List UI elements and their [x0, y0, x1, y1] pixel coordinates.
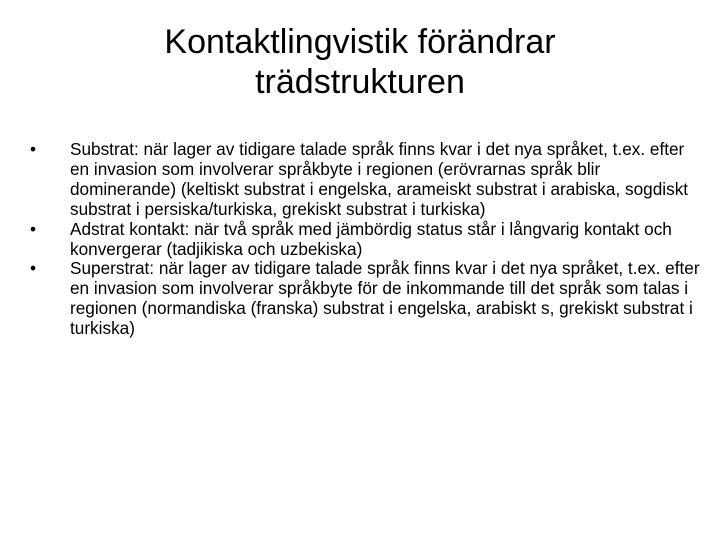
bullet-list [30, 140, 702, 339]
bullet-text: Adstrat kontakt: när två språk med jämbördig status står i långvarig kontakt och konvergerar (tadjikiska och uzbekiska) [70, 218, 672, 259]
bullet-item-superstrat [30, 259, 702, 339]
slide-title-line-2: trädstrukturen [255, 63, 465, 101]
bullet-icon: • [30, 258, 37, 279]
slide-title [36, 22, 684, 102]
bullet-item-substrat [30, 140, 702, 220]
bullet-icon: • [30, 218, 37, 239]
bullet-icon: • [30, 139, 37, 159]
bullet-text: Substrat: när lager av tidigare talade språk finns kvar i det nya språket, t.ex. efter en invasion som involverar språkbyte i regionen (erövrarnas språk blir dominerande) (keltiskt substrat i engelska, arameiskt substrat i arabiska, sogdiskt substrat i persiska/turkiska, grekiskt substrat i turkiska) [70, 139, 689, 219]
bullet-text: Superstrat: när lager av tidigare talade språk finns kvar i det nya språket, t.ex. efter en invasion som involverar språkbyte för de inkommande till det språk som talas i regionen (normandiska (franska) substrat i engelska, arabiskt s, grekiskt substrat i turkiska) [70, 258, 700, 339]
bullet-item-adstrat [30, 220, 702, 260]
slide-title-line-1: Kontaktlingvistik förändrar [164, 23, 556, 61]
